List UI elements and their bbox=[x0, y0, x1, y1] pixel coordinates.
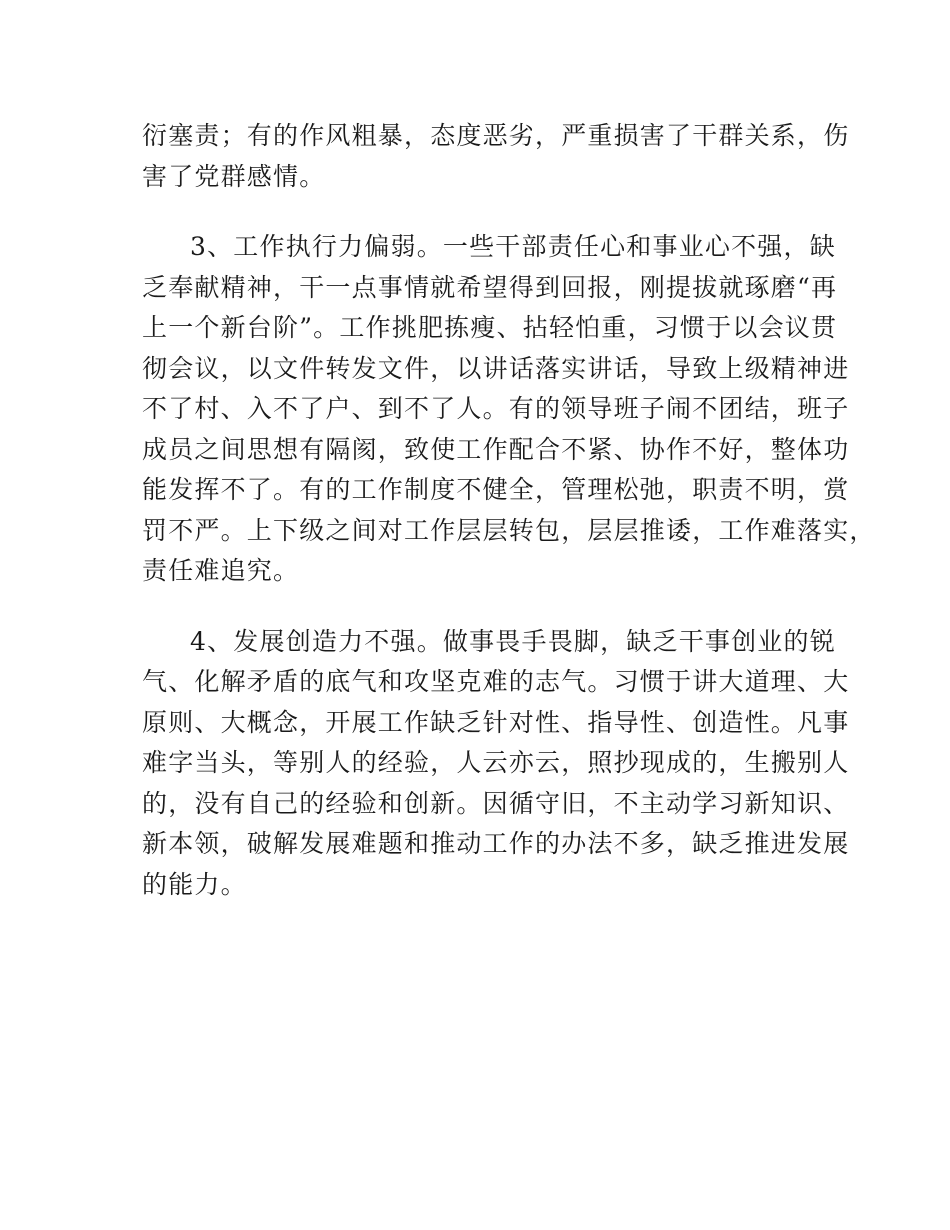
text-line: 的能力。 bbox=[142, 869, 247, 899]
text-line: 衍塞责；有的作风粗暴，态度恶劣，严重损害了干群关系，伤 bbox=[142, 121, 850, 150]
text-line: 的，没有自己的经验和创新。因循守旧，不主动学习新知识、 bbox=[142, 788, 850, 818]
text-line: 乏奉献精神，干一点事情就希望得到回报，刚提拔就琢磨“再 bbox=[142, 272, 838, 302]
text-line: 新本领，破解发展难题和推动工作的办法不多，缺乏推进发展 bbox=[142, 829, 850, 858]
paragraph-3 bbox=[142, 622, 850, 906]
text-line: 罚不严。上下级之间对工作层层转包，层层推诿，工作难落实， bbox=[142, 515, 876, 545]
text-line: 上一个新台阶”。工作挑肥拣瘦、拈轻怕重，习惯于以会议贯 bbox=[142, 313, 838, 342]
text-line: 害了党群感情。 bbox=[142, 161, 326, 191]
text-line: 气、化解矛盾的底气和攻坚克难的志气。习惯于讲大道理、大 bbox=[142, 667, 850, 696]
text-line: 彻会议，以文件转发文件，以讲话落实讲话，导致上级精神进 bbox=[142, 353, 850, 383]
paragraph-spacer bbox=[142, 592, 822, 622]
document-body bbox=[142, 116, 876, 905]
text-line: 3、工作执行力偏弱。一些干部责任心和事业心不强，缺 bbox=[190, 232, 836, 261]
text-line: 4、发展创造力不强。做事畏手畏脚，缺乏干事创业的锐 bbox=[190, 626, 836, 656]
paragraph-1 bbox=[142, 116, 850, 197]
text-line: 原则、大概念，开展工作缺乏针对性、指导性、创造性。凡事 bbox=[142, 707, 850, 737]
text-line: 不了村、入不了户、到不了人。有的领导班子闹不团结，班子 bbox=[142, 394, 850, 423]
paragraph-spacer bbox=[142, 197, 822, 227]
paragraph-2 bbox=[142, 227, 876, 592]
text-line: 责任难追究。 bbox=[142, 556, 300, 585]
text-line: 能发挥不了。有的工作制度不健全，管理松弛，职责不明，赏 bbox=[142, 475, 850, 504]
text-line: 成员之间思想有隔阂，致使工作配合不紧、协作不好，整体功 bbox=[142, 434, 850, 464]
text-line: 难字当头，等别人的经验，人云亦云，照抄现成的，生搬别人 bbox=[142, 748, 850, 777]
